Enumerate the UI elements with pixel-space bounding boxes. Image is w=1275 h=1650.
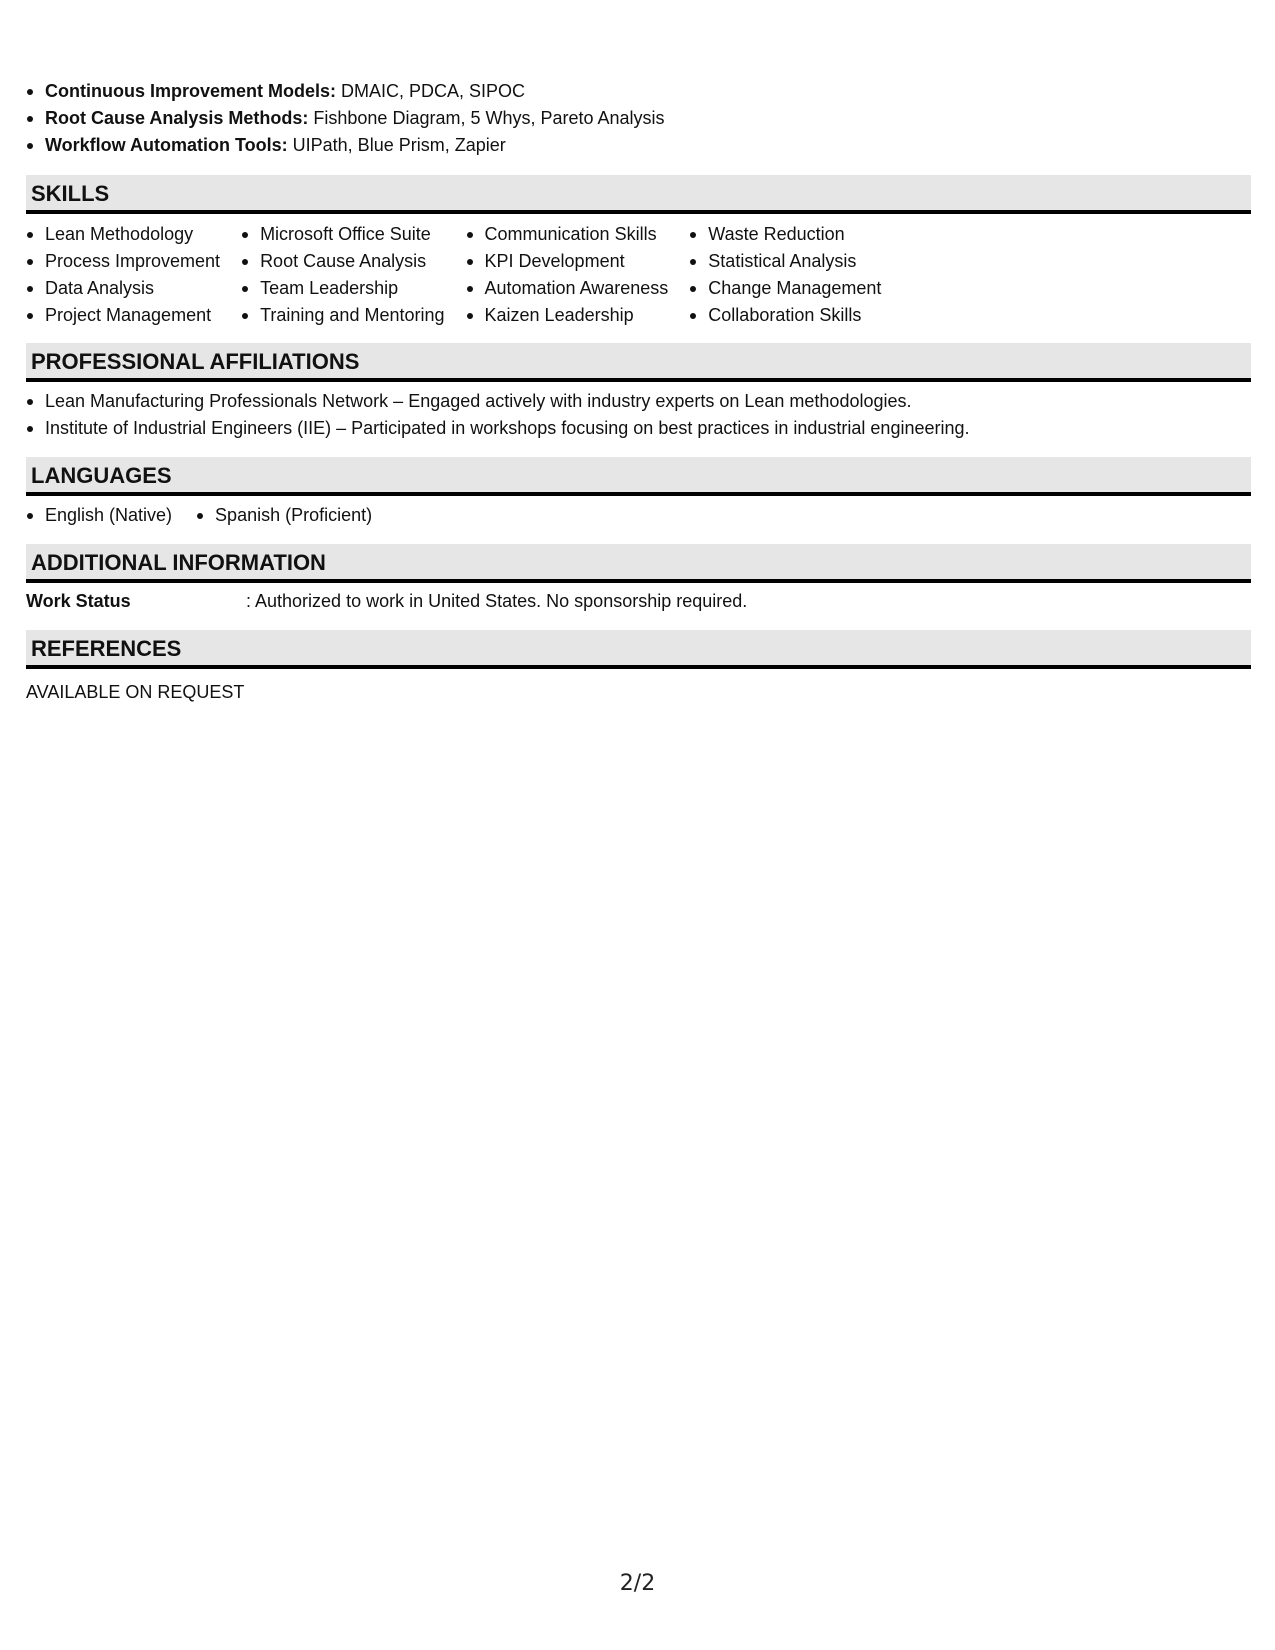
languages-list [26,496,1251,529]
references-heading: REFERENCES [26,630,1251,669]
tools-item [26,105,1251,132]
skill-item: Automation Awareness [466,275,669,302]
skill-item: Collaboration Skills [689,302,881,329]
affiliation-item: Institute of Industrial Engineers (IIE) – Participated in workshops focusing on best practices in industrial engineering. [26,415,1251,442]
tools-item-value: UIPath, Blue Prism, Zapier [292,135,506,155]
tools-list [26,78,1251,159]
tools-item-label: Root Cause Analysis Methods: [45,108,309,128]
skill-item: Waste Reduction [689,221,881,248]
skill-item: Process Improvement [26,248,220,275]
skill-item: Microsoft Office Suite [241,221,444,248]
tools-item-label: Workflow Automation Tools: [45,135,288,155]
skill-item: Project Management [26,302,220,329]
page-number: 2/2 [619,1571,656,1596]
additional-info-heading: ADDITIONAL INFORMATION [26,544,1251,583]
skill-item: Data Analysis [26,275,220,302]
skill-item: Root Cause Analysis [241,248,444,275]
skills-column [466,221,669,329]
skill-item: Training and Mentoring [241,302,444,329]
skill-item: Team Leadership [241,275,444,302]
tools-item-value: DMAIC, PDCA, SIPOC [341,81,526,101]
tools-item [26,132,1251,159]
tools-item [26,78,1251,105]
skill-item: Kaizen Leadership [466,302,669,329]
skills-column [241,221,444,329]
skills-heading: SKILLS [26,175,1251,214]
affiliation-item: Lean Manufacturing Professionals Network – Engaged actively with industry experts on Lean methodologies. [26,388,1251,415]
tools-item-value: Fishbone Diagram, 5 Whys, Pareto Analysis [313,108,665,128]
languages-heading: LANGUAGES [26,457,1251,496]
work-status-value: : Authorized to work in United States. No sponsorship required. [246,591,748,611]
skills-grid [26,214,1251,329]
skill-item: KPI Development [466,248,669,275]
work-status-label: Work Status [26,591,131,611]
affiliations-heading: PROFESSIONAL AFFILIATIONS [26,343,1251,382]
references-text: AVAILABLE ON REQUEST [26,682,245,702]
skill-item: Change Management [689,275,881,302]
tools-item-label: Continuous Improvement Models: [45,81,337,101]
skills-column [689,221,881,329]
language-item: Spanish (Proficient) [196,502,372,529]
affiliations-list [26,382,1251,442]
work-status-row [26,583,1251,615]
skill-item: Statistical Analysis [689,248,881,275]
language-item: English (Native) [26,502,172,529]
skills-column [26,221,220,329]
skill-item: Lean Methodology [26,221,220,248]
skill-item: Communication Skills [466,221,669,248]
resume-page [26,78,1251,706]
